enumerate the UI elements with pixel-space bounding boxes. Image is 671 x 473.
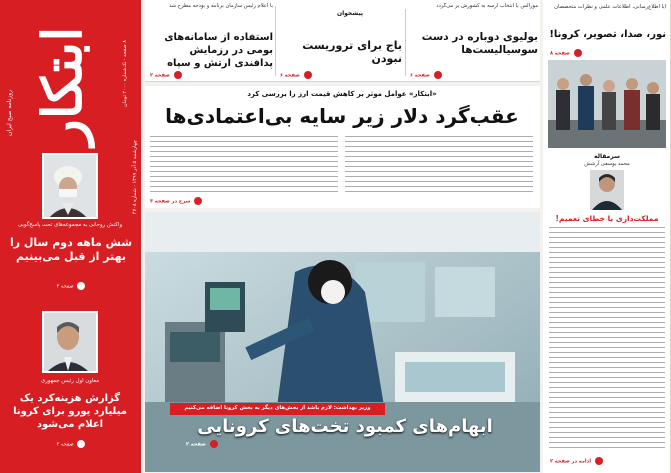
- rouhani-caption: واکنش روحانی به مجموعه‌های تحت پاسخ‌گویی: [17, 222, 123, 228]
- more-dot-icon: [304, 71, 312, 79]
- top-story-1: [148, 3, 273, 81]
- top-story-1-more: صفحه ۲: [150, 71, 182, 79]
- column-divider: [275, 6, 276, 76]
- right-top-more: صفحه ۸: [550, 49, 582, 57]
- jahangiri-story-more: [8, 440, 134, 448]
- top-story-1-headline: استفاده از سامانه‌های بومی در رزمایش پدافندی ارتش و سپاه: [164, 32, 273, 69]
- more-dot-icon: [210, 440, 218, 448]
- right-top-kicker: آیا اطلاع‌رسانی، اطلاعات علمی و نظرات متخصصان: [554, 4, 666, 10]
- masthead-logo: [2, 4, 122, 154]
- section-banner: [290, 0, 410, 17]
- lead-headline: عقب‌گرد دلار زیر سایه بی‌اعتمادی‌ها: [165, 104, 519, 128]
- opinion-more: ادامه در صفحه ۲: [550, 457, 603, 465]
- more-label: صفحه ۲: [56, 441, 74, 448]
- rouhani-story-more: [8, 282, 134, 290]
- more-label: صفحه ۲: [56, 283, 74, 290]
- lead-kicker: «ابتکار» عوامل موثر بر کاهش قیمت ارز را بررسی کرد: [247, 90, 437, 98]
- lead-body-right: [345, 136, 533, 196]
- lead-more: شرح در صفحه ۳: [150, 197, 202, 205]
- masthead-meta-left: چهارشنبه ۵ آذر ۱۳۹۹ · شماره ۴۷۰۸: [132, 140, 138, 215]
- more-dot-icon: [174, 71, 182, 79]
- top-story-2-headline: باج برای تروریست نبودن: [302, 39, 402, 65]
- masthead-meta-right: ۸ صفحه · تک‌شماره ۲۰۰۰ تومان: [122, 40, 128, 108]
- editorial-author: محمد یوسفی آرشش: [584, 161, 630, 167]
- logo-text: ابتکار: [30, 26, 94, 146]
- top-story-3-kicker: مورالس با انتخاب آرسه به کشورش بر می‌گردد: [436, 3, 538, 9]
- opinion-body: [549, 227, 665, 452]
- rouhani-portrait: [42, 153, 98, 219]
- more-dot-icon: [595, 457, 603, 465]
- masthead-tagline: روزنامه صبح ایران: [6, 90, 13, 136]
- top-story-2-more: صفحه ۶: [280, 71, 312, 79]
- opinion-title: مملکت‌داری با خطای تعمیم!: [555, 214, 659, 223]
- more-dot-icon: [77, 282, 85, 290]
- rouhani-story-headline: شش ماهه دوم سال را بهتر از قبل می‌بینیم: [9, 236, 133, 263]
- top-story-3-more: صفحه ۶: [410, 71, 442, 79]
- top-story-3-headline: بولیوی دوباره در دست سوسیالیست‌ها: [421, 31, 538, 56]
- section-banner-label: پیشخوان: [336, 10, 364, 17]
- top-story-3: [408, 3, 538, 81]
- photo-kicker: وزیر بهداشت: لازم باشد از بخش‌های دیگر به بخش کرونا اضافه می‌کنیم: [184, 405, 371, 411]
- author-portrait: [590, 170, 624, 210]
- lead-body-left: [150, 136, 338, 196]
- editorial-label: سرمقاله: [594, 153, 620, 160]
- photo-headline: ابهام‌های کمبود تخت‌های کرونایی: [197, 416, 493, 437]
- photo-more: صفحه ۲: [186, 440, 218, 448]
- more-dot-icon: [194, 197, 202, 205]
- jahangiri-story-headline: گزارش هزینه‌کرد یک میلیارد یورو برای کرونا اعلام می‌شود: [13, 393, 127, 430]
- column-divider: [405, 6, 406, 76]
- jahangiri-caption: معاون اول رئیس جمهوری: [41, 378, 99, 384]
- crowd-photo-illustration: [548, 60, 666, 148]
- jahangiri-portrait: [42, 311, 98, 373]
- right-top-headline: نور، صدا، تصویر، کرونا!: [549, 29, 666, 40]
- top-story-1-kicker: با اعلام رئیس سازمان برنامه و بودجه مطرح شد: [169, 3, 273, 9]
- more-dot-icon: [574, 49, 582, 57]
- more-dot-icon: [77, 440, 85, 448]
- more-dot-icon: [434, 71, 442, 79]
- right-photo: [548, 60, 666, 148]
